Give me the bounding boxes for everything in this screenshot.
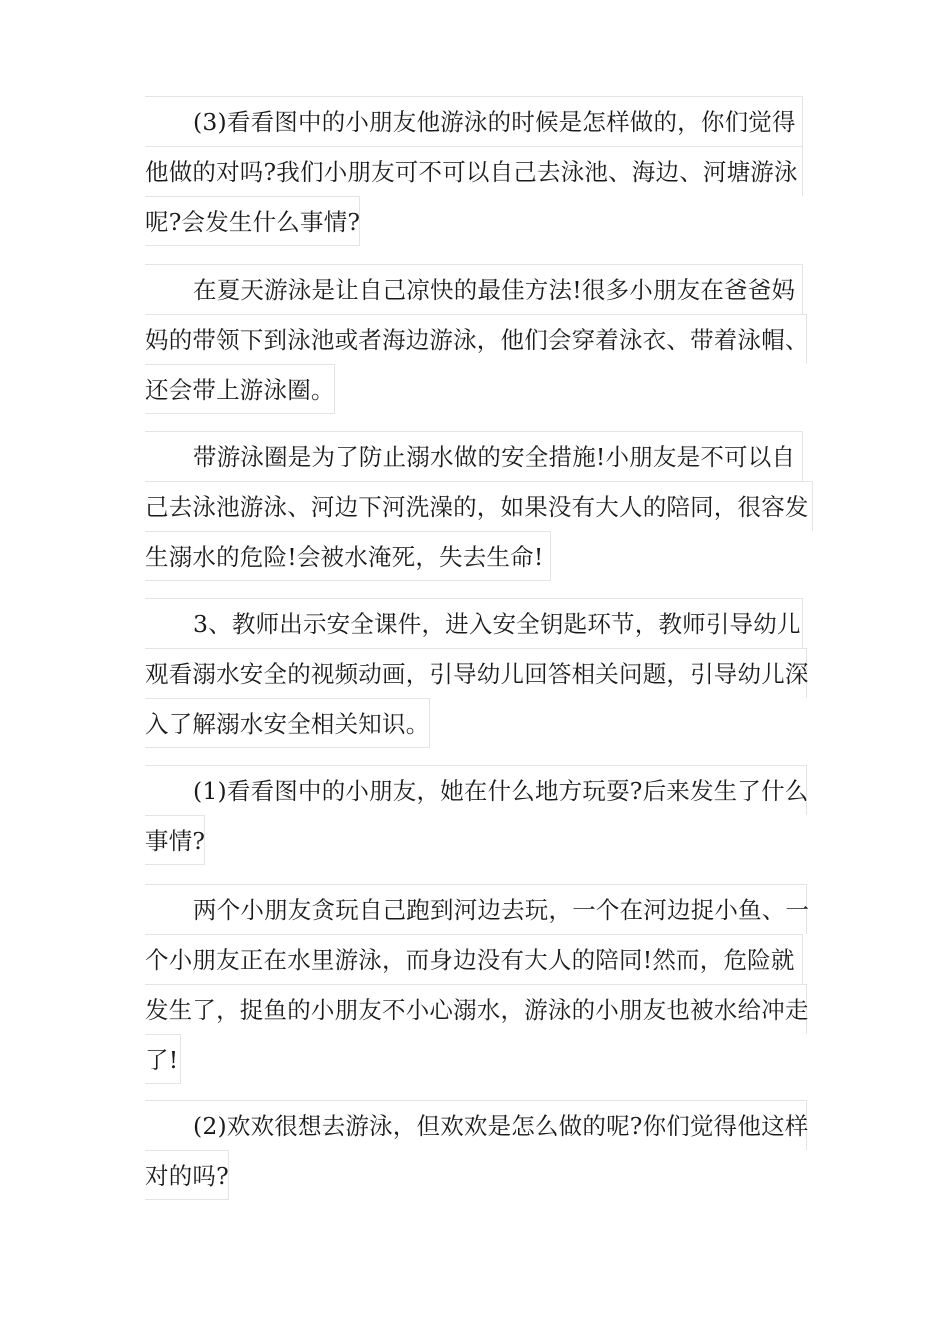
text-line: (3)看看图中的小朋友他游泳的时候是怎样做的，你们觉得 — [145, 96, 803, 146]
text-line: 发生了，捉鱼的小朋友不小心溺水，游泳的小朋友也被水给冲走 — [145, 984, 807, 1034]
paragraph-two-children-story — [145, 884, 810, 1084]
text-line: (2)欢欢很想去游泳，但欢欢是怎么做的呢?你们觉得他这样 — [145, 1100, 807, 1150]
text-line: 3、教师出示安全课件，进入安全钥匙环节，教师引导幼儿 — [145, 598, 803, 648]
text-line: 事情? — [145, 815, 205, 865]
text-line: 呢?会发生什么事情? — [145, 196, 360, 246]
text-line: 生溺水的危险!会被水淹死，失去生命! — [145, 531, 551, 581]
paragraph-question-2 — [145, 1100, 807, 1200]
text-line: 带游泳圈是为了防止溺水做的安全措施!小朋友是不可以自 — [145, 431, 803, 481]
paragraph-question-1 — [145, 765, 807, 865]
paragraph-question-3 — [145, 96, 803, 246]
text-line: 观看溺水安全的视频动画，引导幼儿回答相关问题，引导幼儿深 — [145, 648, 807, 698]
text-line: 了! — [145, 1034, 181, 1084]
text-line: 在夏天游泳是让自己凉快的最佳方法!很多小朋友在爸爸妈 — [145, 264, 803, 314]
paragraph-swim-ring-safety — [145, 431, 813, 581]
text-line: 己去泳池游泳、河边下河洗澡的，如果没有大人的陪同，很容发 — [145, 481, 813, 531]
text-line: 妈的带领下到泳池或者海边游泳，他们会穿着泳衣、带着泳帽、 — [145, 314, 807, 364]
text-line: 入了解溺水安全相关知识。 — [145, 698, 430, 748]
text-line: 个小朋友正在水里游泳，而身边没有大人的陪同!然而，危险就 — [145, 934, 803, 984]
text-line: (1)看看图中的小朋友，她在什么地方玩耍?后来发生了什么 — [145, 765, 807, 815]
text-line: 两个小朋友贪玩自己跑到河边去玩，一个在河边捉小鱼、一 — [145, 884, 807, 934]
text-line: 对的吗? — [145, 1150, 229, 1200]
text-line: 他做的对吗?我们小朋友可不可以自己去泳池、海边、河塘游泳 — [145, 146, 803, 196]
paragraph-teacher-courseware — [145, 598, 807, 748]
paragraph-summer-swimming — [145, 264, 807, 414]
text-line: 还会带上游泳圈。 — [145, 364, 335, 414]
